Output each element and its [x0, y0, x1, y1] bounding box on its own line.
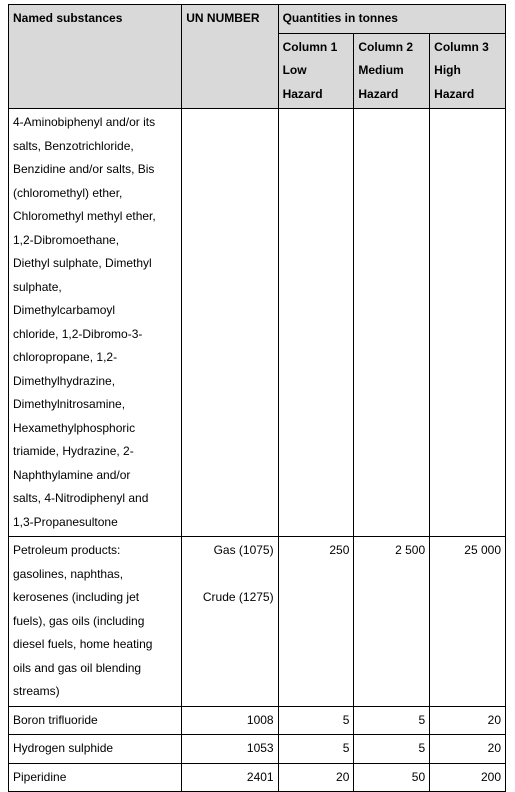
boron-low-cell: 5 — [278, 706, 354, 735]
petroleum-medium-cell: 2 500 — [354, 537, 430, 707]
col1-line1: Column 1 — [282, 39, 338, 54]
piperidine-high-cell: 200 — [430, 763, 506, 792]
line: salts, 4-Nitrodiphenyl and — [13, 491, 149, 505]
table-row — [9, 735, 506, 764]
line: 1,3-Propanesultone — [13, 514, 118, 529]
boron-name-cell: Boron trifluoride — [9, 706, 182, 735]
header-un-number: UN NUMBER — [182, 5, 278, 109]
table-row — [9, 706, 506, 735]
piperidine-un-cell: 2401 — [182, 763, 278, 792]
line: salts, Benzotrichloride, — [13, 138, 134, 153]
line: triamide, Hydrazine, 2- — [13, 444, 134, 458]
hydrogen-name-cell: Hydrogen sulphide — [9, 735, 182, 764]
petroleum-un-cell — [182, 537, 278, 707]
header-column-2 — [354, 33, 430, 109]
piperidine-low-cell: 20 — [278, 763, 354, 792]
line: Naphthylamine and/or — [13, 467, 131, 482]
carcinogens-name-cell — [9, 109, 182, 537]
piperidine-name-cell: Piperidine — [9, 763, 182, 792]
table-row — [9, 109, 506, 537]
boron-medium-cell: 5 — [354, 706, 430, 735]
hydrogen-un-cell: 1053 — [182, 735, 278, 764]
line: 4-Aminobiphenyl and/or its — [13, 115, 156, 129]
col1-line3: Hazard — [282, 86, 323, 101]
line: oils and gas oil blending — [13, 660, 142, 675]
line: Dimethylnitrosamine, — [13, 397, 126, 411]
header-quantities: Quantities in tonnes — [278, 5, 505, 34]
line: diesel fuels, home heating — [13, 637, 153, 651]
line: Diethyl sulphate, Dimethyl — [13, 256, 152, 270]
col2-line3: Hazard — [358, 86, 399, 101]
col3-line1: Column 3 — [434, 39, 489, 54]
header-row — [9, 5, 506, 34]
col3-line3: Hazard — [434, 86, 475, 101]
line: fuels), gas oils (including — [13, 613, 145, 628]
col3-line2: High — [434, 63, 461, 77]
header-column-1 — [278, 33, 354, 109]
line: 1,2-Dibromoethane, — [13, 232, 120, 247]
hazard-quantities-table — [8, 4, 506, 792]
line: Dimethylhydrazine, — [13, 373, 116, 388]
line: (chloromethyl) ether, — [13, 185, 123, 200]
line: Dimethylcarbamoyl — [13, 303, 116, 317]
hydrogen-high-cell: 20 — [430, 735, 506, 764]
table-row — [9, 537, 506, 707]
carcinogens-un-cell — [182, 109, 278, 537]
col2-line2: Medium — [358, 63, 404, 77]
carcinogens-low-cell — [278, 109, 354, 537]
table-row — [9, 763, 506, 792]
line: sulphate, — [13, 279, 62, 294]
un-crude: Crude (1275) — [202, 590, 274, 604]
carcinogens-high-cell — [430, 109, 506, 537]
petroleum-low-cell: 250 — [278, 537, 354, 707]
hydrogen-medium-cell: 5 — [354, 735, 430, 764]
line: kerosenes (including jet — [13, 590, 140, 604]
un-gas: Gas (1075) — [213, 543, 274, 557]
line: Hexamethylphosphoric — [13, 420, 136, 435]
piperidine-medium-cell: 50 — [354, 763, 430, 792]
line: Petroleum products: — [13, 543, 121, 557]
header-named-substances: Named substances — [9, 5, 182, 109]
line: Chloromethyl methyl ether, — [13, 209, 156, 223]
boron-high-cell: 20 — [430, 706, 506, 735]
line: chloropropane, 1,2- — [13, 350, 118, 364]
col2-line1: Column 2 — [358, 39, 414, 54]
header-column-3 — [430, 33, 506, 109]
line: chloride, 1,2-Dibromo-3- — [13, 326, 143, 341]
petroleum-name-cell — [9, 537, 182, 707]
petroleum-high-cell: 25 000 — [430, 537, 506, 707]
boron-un-cell: 1008 — [182, 706, 278, 735]
line: gasolines, naphthas, — [13, 566, 124, 581]
line: streams) — [13, 684, 60, 698]
col1-line2: Low — [282, 63, 307, 77]
carcinogens-medium-cell — [354, 109, 430, 537]
line: Benzidine and/or salts, Bis — [13, 162, 155, 176]
hydrogen-low-cell: 5 — [278, 735, 354, 764]
